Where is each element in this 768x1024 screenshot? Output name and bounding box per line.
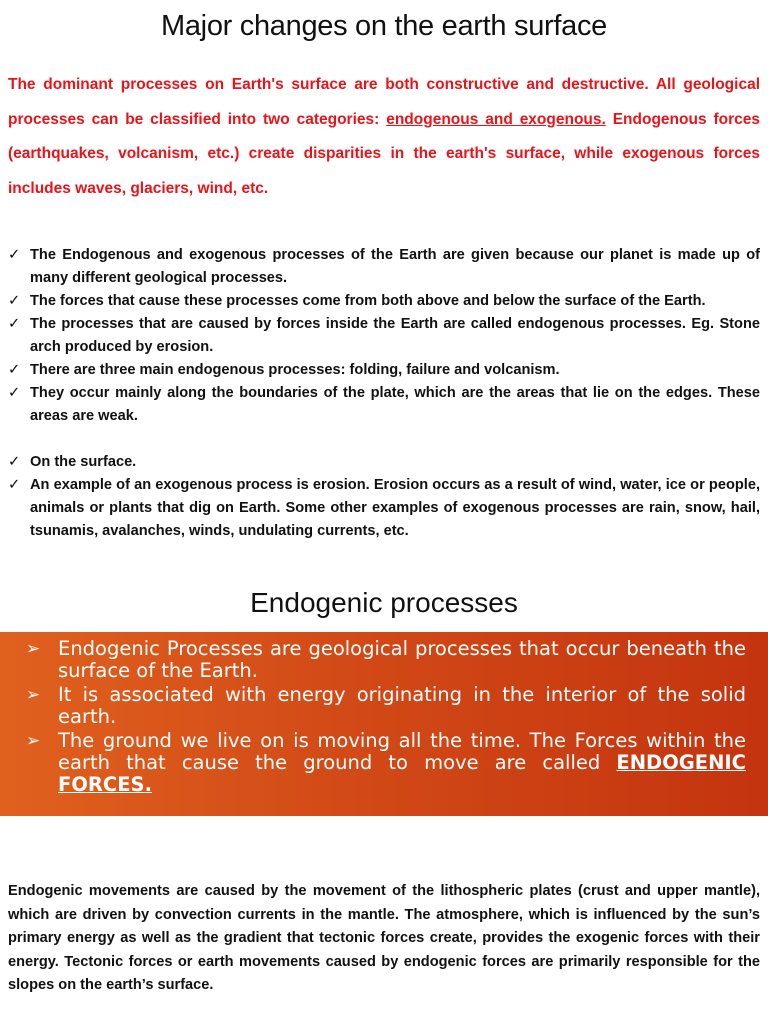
banner-list [26, 638, 746, 796]
checklist-item-text: The forces that cause these processes come from both above and below the surface of the Earth. [30, 293, 706, 309]
section-title: Endogenic processes [250, 587, 518, 618]
checklist-item [8, 382, 760, 428]
intro-text-part1: The dominant processes on Earth's surface are both constructive and destructive. All geological processes can be classified into two categories: [8, 76, 760, 128]
check-icon: ✓ [8, 362, 21, 378]
page-title: Major changes on the earth surface [160, 10, 607, 42]
endogenic-forces-emphasis: ENDOGENIC FORCES. [58, 751, 746, 796]
checklist-item-text: The Endogenous and exogenous processes of the Earth are given because our planet is made up of many different geological processes. [30, 247, 760, 286]
banner-item [26, 638, 746, 682]
check-icon: ✓ [8, 454, 21, 470]
checklist-item-text: There are three main endogenous processes: folding, failure and volcanism. [30, 362, 560, 378]
banner-item-text: Endogenic Processes are geological processes that occur beneath the surface of the Earth. [58, 637, 746, 682]
checklist-item [8, 244, 760, 290]
check-icon: ✓ [8, 316, 21, 332]
banner-item-text: It is associated with energy originating in the interior of the solid earth. [58, 683, 746, 728]
banner-item-text: The ground we live on is moving all the time. The Forces within the earth that cause the ground to move are called [58, 729, 746, 774]
checklist-item [8, 359, 760, 382]
checklist-item [8, 313, 760, 359]
checklist-item [8, 290, 760, 313]
intro-underlined-categories: endogenous and exogenous. [386, 110, 606, 128]
check-icon: ✓ [8, 385, 21, 401]
checklist-item-text: On the surface. [30, 454, 137, 470]
arrow-bullet-icon: ➢ [26, 685, 41, 705]
arrow-bullet-icon: ➢ [26, 731, 41, 751]
intro-text-part2: Endogenous forces (earthquakes, volcanism, etc.) create disparities in the earth's surface, while exogenous forces includes waves, glaciers, wind, etc. [8, 110, 760, 197]
checklist-item-text: They occur mainly along the boundaries of the plate, which are the areas that lie on the edges. These areas are weak. [30, 385, 760, 424]
endogenic-banner [0, 632, 768, 816]
closing-paragraph: Endogenic movements are caused by the movement of the lithospheric plates (crust and upper mantle), which are driven by convection currents in the mantle. The atmosphere, which is influenced by the sun’s primary energy as well as the gradient that tectonic forces create, provides the exogenic forces with their energy. Tectonic forces or earth movements caused by endogenic forces are primarily responsible for the slopes on the earth’s surface. [8, 883, 760, 993]
check-icon: ✓ [8, 247, 21, 263]
arrow-bullet-icon: ➢ [26, 639, 41, 659]
checklist-item [8, 474, 760, 543]
check-icon: ✓ [8, 477, 21, 493]
banner-item [26, 684, 746, 728]
checklist-item-text: The processes that are caused by forces inside the Earth are called endogenous processes. Eg. Stone arch produced by erosion. [30, 316, 760, 355]
checklist [8, 244, 760, 543]
check-icon: ✓ [8, 293, 21, 309]
checklist-item-text: An example of an exogenous process is erosion. Erosion occurs as a result of wind, water, ice or people, animals or plants that dig on Earth. Some other examples of exogenous processes are rain, snow, hail, tsunamis, avalanches, winds, undulating currents, etc. [30, 477, 760, 539]
intro-paragraph [8, 68, 760, 206]
checklist-item [8, 451, 760, 474]
banner-item [26, 730, 746, 796]
